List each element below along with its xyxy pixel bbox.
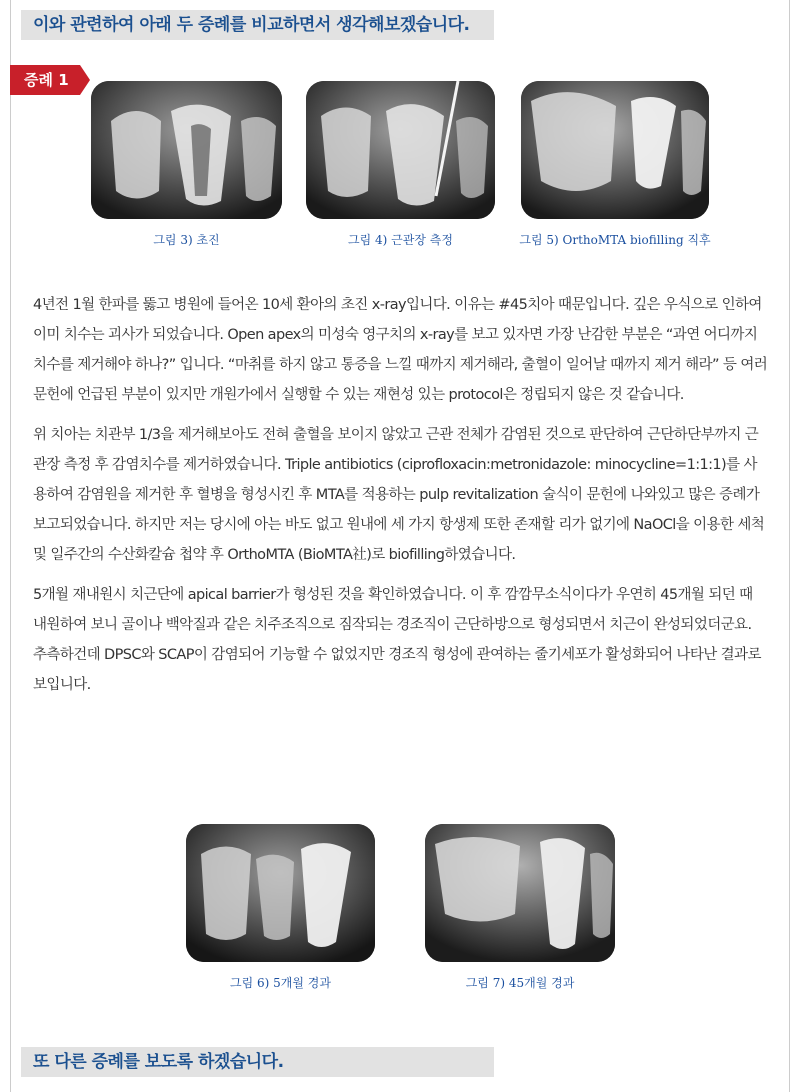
section-title-bottom: 또 다른 증례를 보도록 하겠습니다. bbox=[21, 1047, 494, 1077]
xray-image-initial bbox=[91, 81, 282, 219]
figure-caption-4: 그림 4) 근관장 측정 bbox=[348, 233, 453, 247]
case-label: 증례 1 bbox=[10, 65, 80, 95]
paragraph-2: 위 치아는 치관부 1/3을 제거해보아도 전혀 출혈을 보이지 않았고 근관 전체가 감염된 것으로 판단하여 근단하단부까지 근관장 측정 후 감염치수를 제거하였습니다. Triple antibiotics (ciprofloxacin:metronidazole: minocycline=1:1:1)를 사용하여 감염원을 제거한 후 혈병을 형성시킨 후 MTA를 적용하는 pulp revitalization 술식이 문헌에 나와있고 많은 증례가 보고되었습니다. 하지만 저는 당시에 아는 바도 없고 원내에 세 가지 항생제 또한 존재할 리가 없기에 NaOCl을 이용한 세척 및 일주간의 수산화칼슘 첩약 후 OrthoMTA (BioMTA社)로 biofilling하였습니다. bbox=[33, 427, 765, 563]
xray-image-biofilling bbox=[521, 81, 709, 219]
paragraph-1: 4년전 1월 한파를 뚫고 병원에 들어온 10세 환아의 초진 x-ray입니다. 이유는 #45치아 때문입니다. 깊은 우식으로 인하여 이미 치수는 괴사가 되었습니다. Open apex의 미성숙 영구치의 x-ray를 보고 있자면 가장 난감한 부분은 “과연 어디까지 치수를 제거해야 하나?” 입니다. “마취를 하지 않고 통증을 느낄 때까지 제거해라, 출혈이 일어날 때까지 제거 해라” 등 여러 문헌에 언급된 부분이 있지만 개원가에서 실행할 수 있는 재현성 있는 protocol은 정립되지 않은 것 같습니다. bbox=[33, 297, 768, 403]
figure-caption-7: 그림 7) 45개월 경과 bbox=[465, 976, 575, 990]
figure-caption-6: 그림 6) 5개월 경과 bbox=[230, 976, 331, 990]
paragraph-3: 5개월 재내원시 치근단에 apical barrier가 형성된 것을 확인하였습니다. 이 후 깜깜무소식이다가 우연히 45개월 되던 때 내원하여 보니 골이나 백악질과 같은 치주조직으로 짐작되는 경조직이 근단하방으로 형성되면서 치근이 완성되었더군요. 추측하건데 DPSC와 SCAP이 감염되어 기능할 수 없었지만 경조직 형성에 관여하는 줄기세포가 활성화되어 나타난 결과로 보입니다. bbox=[33, 587, 761, 693]
body-text bbox=[33, 290, 768, 710]
xray-image-45-months bbox=[425, 824, 615, 962]
figure-caption-3: 그림 3) 초진 bbox=[153, 233, 220, 247]
xray-image-5-months bbox=[186, 824, 375, 962]
xray-image-working-length bbox=[306, 81, 495, 219]
figure-caption-5: 그림 5) OrthoMTA biofilling 직후 bbox=[519, 233, 711, 247]
section-title-top: 이와 관련하여 아래 두 증례를 비교하면서 생각해보겠습니다. bbox=[21, 10, 494, 40]
